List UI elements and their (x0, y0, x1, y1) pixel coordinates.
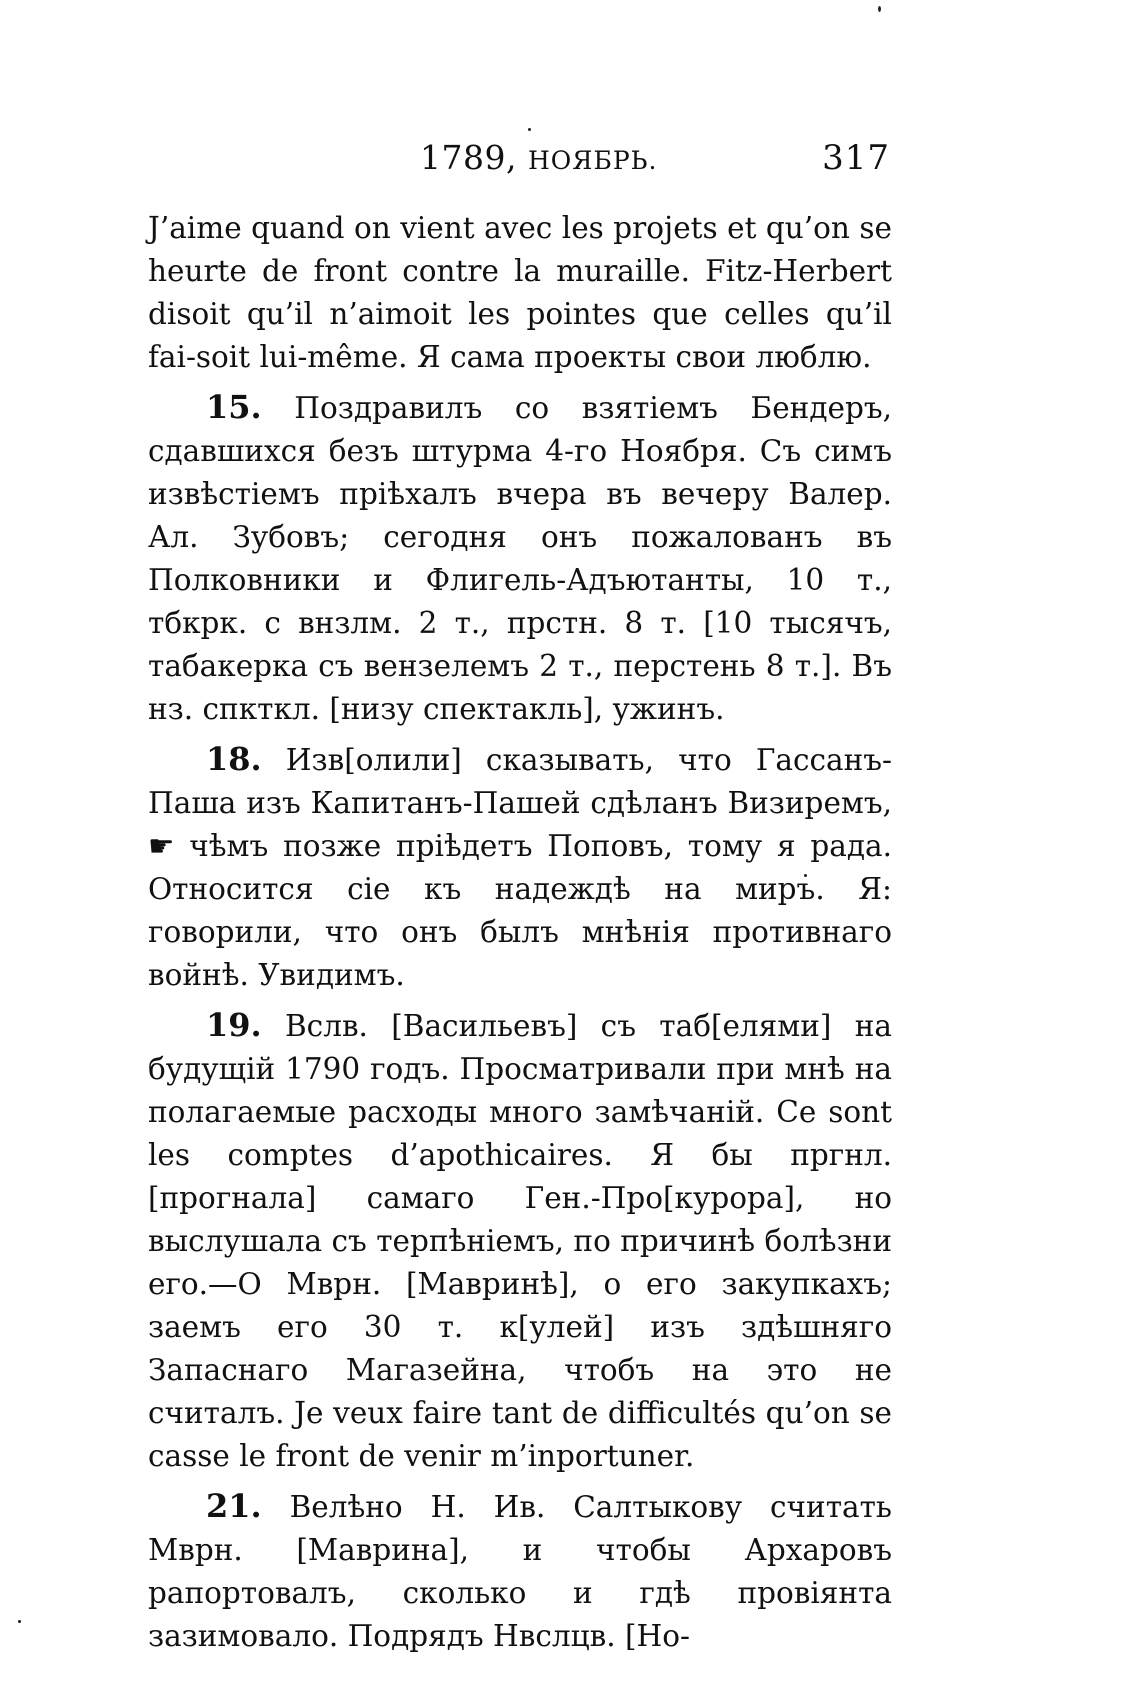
entry-date: 15. (206, 388, 262, 426)
intro-paragraph: J’aime quand on vient avec les projets et qu’on se heurte de front contre la muraille. Fitz-Herbert disoit qu’il n’aimoit les pointes que celles qu’il fai-soit lui-même. Я сама проекты свои люблю. (148, 211, 892, 374)
entry-text: Вслв. [Васильевъ] съ таб[елями] на будущій 1790 годъ. Просматривали при мнѣ на полагаемые расходы много замѣчаній. Ce sont les comptes d’apothicaires. Я бы пргнл. [прогнала] самаго Ген.-Про[курора], но выслушала съ терпѣніемъ, по причинѣ болѣзни его.—О Мврн. [Мавринѣ], о его закупкахъ; заемъ его 30 т. к[улей] изъ здѣшняго Запаснаго Магазейна, чтобъ на это не считалъ. Je veux faire tant de difficultés qu’on se casse le front de venir m’inportuner. (148, 1009, 892, 1473)
ink-speck-bottom (18, 1620, 21, 1623)
entry-date: 19. (206, 1006, 262, 1044)
running-head-month: НОЯБРЬ. (527, 146, 658, 175)
diary-entry-18 (148, 738, 892, 997)
entry-date: 18. (206, 740, 262, 778)
page-number: 317 (822, 138, 890, 178)
diary-entry-19 (148, 1004, 892, 1478)
diary-entry-15 (148, 386, 892, 731)
entry-date: 21. (206, 1487, 262, 1525)
ink-speck-top (878, 6, 881, 12)
running-head-title (420, 138, 657, 177)
entry-text: Велѣно Н. Ив. Салтыкову считать Мврн. [Маврина], и чтобы Архаровъ рапортовалъ, сколько и гдѣ провіянта зазимовало. Подрядъ Нвслцв. [Но- (148, 1490, 892, 1653)
running-head (150, 138, 890, 188)
entry-text: Поздравилъ со взятіемъ Бендеръ, сдавшихся безъ штурма 4-го Ноября. Съ симъ извѣстіемъ пріѣхалъ вчера въ вечеру Валер. Ал. Зубовъ; сегодня онъ пожалованъ въ Полковники и Флигель-Адъютанты, 10 т., тбкрк. с внзлм. 2 т., прстн. 8 т. [10 тысячъ, табакерка съ вензелемъ 2 т., перстень 8 т.]. Въ нз. спкткл. [низу спектакль], ужинъ. (148, 391, 892, 726)
diary-text (148, 207, 892, 1658)
entry-text: Изв[олили] сказывать, что Гассанъ-Паша изъ Капитанъ-Пашей сдѣланъ Визиремъ,☛ чѣмъ позже пріѣдетъ Поповъ, тому я рада. Относится сіе къ надеждѣ на миръ. Я: говорили, что онъ былъ мнѣнія противнаго войнѣ. Увидимъ. (148, 743, 892, 992)
ink-speck-header (528, 128, 531, 131)
running-head-year: 1789, (420, 138, 517, 177)
diary-entry-21 (148, 1485, 892, 1658)
